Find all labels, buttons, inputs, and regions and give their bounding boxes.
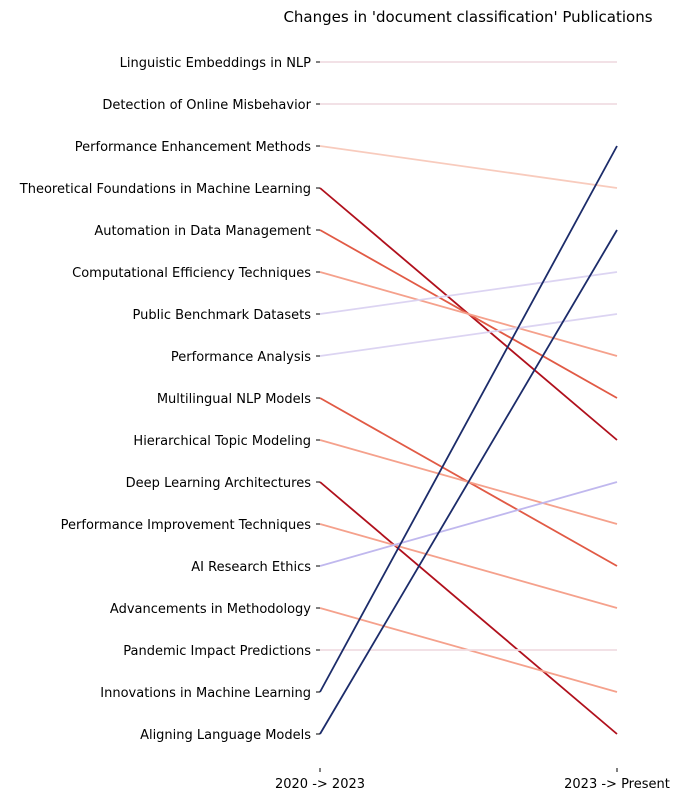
series-lines: [320, 62, 617, 734]
x-tick-label: 2020 -> 2023: [274, 777, 366, 792]
line-performance-improvement-techniques: [320, 524, 617, 608]
line-performance-enhancement-methods: [320, 146, 617, 188]
label-performance-analysis: Performance Analysis: [170, 350, 311, 365]
line-computational-efficiency-techniques: [320, 272, 617, 356]
label-linguistic-embeddings-in-nlp: Linguistic Embeddings in NLP: [119, 56, 311, 71]
label-performance-improvement-techniques: Performance Improvement Techniques: [60, 518, 311, 533]
line-innovations-in-machine-learning: [320, 146, 617, 692]
label-innovations-in-machine-learning: Innovations in Machine Learning: [100, 686, 311, 701]
label-multilingual-nlp-models: Multilingual NLP Models: [156, 392, 311, 407]
label-pandemic-impact-predictions: Pandemic Impact Predictions: [123, 644, 311, 659]
label-performance-enhancement-methods: Performance Enhancement Methods: [74, 140, 311, 155]
line-deep-learning-architectures: [320, 482, 617, 734]
label-detection-of-online-misbehavior: Detection of Online Misbehavior: [102, 98, 311, 113]
line-performance-analysis: [320, 314, 617, 356]
x-axis: [275, 768, 670, 792]
chart-title: Changes in 'document classification' Publications: [283, 8, 653, 26]
x-tick-label: 2023 -> Present: [564, 777, 670, 792]
label-theoretical-foundations-in-machine-learning: Theoretical Foundations in Machine Learning: [19, 182, 311, 197]
label-ai-research-ethics: AI Research Ethics: [191, 560, 311, 575]
line-aligning-language-models: [320, 230, 617, 734]
line-public-benchmark-datasets: [320, 272, 617, 314]
category-labels: [19, 56, 320, 743]
label-public-benchmark-datasets: Public Benchmark Datasets: [132, 308, 311, 323]
label-hierarchical-topic-modeling: Hierarchical Topic Modeling: [133, 434, 311, 449]
label-aligning-language-models: Aligning Language Models: [140, 728, 311, 743]
label-advancements-in-methodology: Advancements in Methodology: [109, 602, 311, 617]
label-deep-learning-architectures: Deep Learning Architectures: [125, 476, 311, 491]
label-automation-in-data-management: Automation in Data Management: [94, 224, 311, 239]
line-ai-research-ethics: [320, 482, 617, 566]
label-computational-efficiency-techniques: Computational Efficiency Techniques: [72, 266, 311, 281]
